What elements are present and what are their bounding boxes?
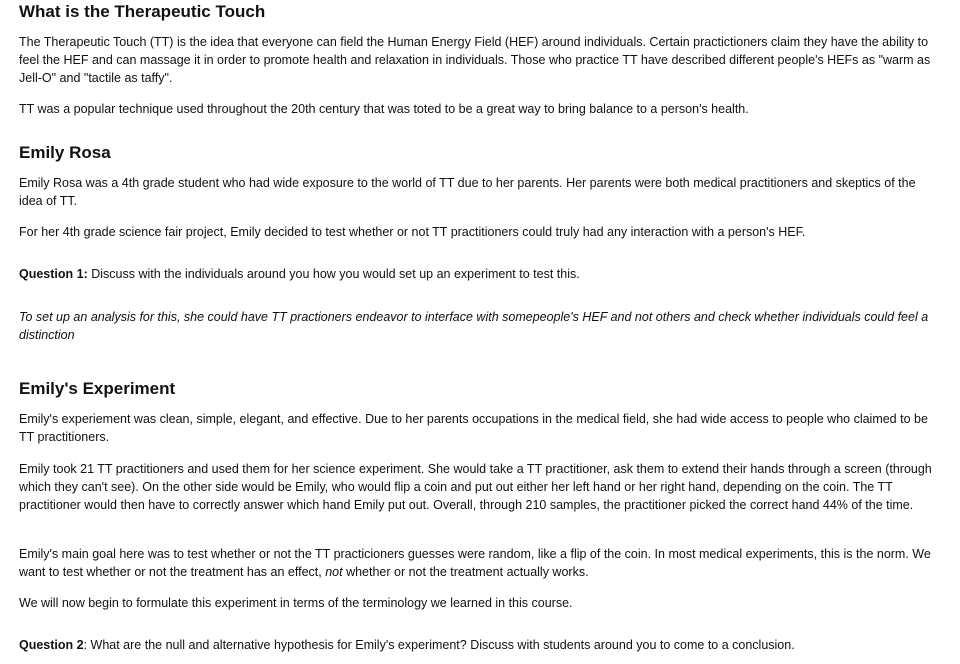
heading-emilys-experiment: Emily's Experiment — [19, 379, 176, 398]
paragraph-terminology: We will now begin to formulate this experiment in terms of the terminology we learned in this course. — [19, 596, 573, 610]
goal-text-b: whether or not the treatment actually works. — [342, 565, 589, 579]
heading-emily-rosa: Emily Rosa — [19, 143, 111, 162]
goal-text-emphasis: not — [325, 565, 343, 579]
paragraph-emily-project: For her 4th grade science fair project, Emily decided to test whether or not TT practitioners could truly had any interaction with a person's HEF. — [19, 225, 806, 239]
paragraph-experiment-intro: Emily's experiement was clean, simple, elegant, and effective. Due to her parents occupations in the medical field, she had wide access to people who claimed to be TT practitioners. — [19, 412, 928, 444]
question-2-label: Question 2 — [19, 638, 84, 652]
question-2-text: : What are the null and alternative hypothesis for Emily's experiment? Discuss with students around you to come to a conclusion. — [83, 638, 795, 652]
paragraph-tt-history: TT was a popular technique used throughout the 20th century that was toted to be a great way to bring balance to a person's health. — [19, 102, 749, 116]
answer-1 — [19, 308, 941, 344]
paragraph-experiment-goal — [19, 545, 941, 581]
paragraph-tt-definition: The Therapeutic Touch (TT) is the idea that everyone can field the Human Energy Field (HEF) around individuals. Certain practictioners claim they have the ability to feel the HEF and can massage it in order to promote health and relaxation in individuals. Those who practice TT have described different people's HEFs as "warm as Jell-O" and "tactile as taffy". — [19, 35, 931, 85]
paragraph-experiment-method: Emily took 21 TT practitioners and used them for her science experiment. She would take a TT practitioner, ask them to extend their hands through a screen (through which they can't see). On the other side would be Emily, who would flip a coin and put out either her left hand or her right hand, depending on the coin. The TT practitioner would then have to correctly answer which hand Emily put out. Overall, through 210 samples, the practitioner picked the correct hand 44% of the time. — [19, 462, 932, 512]
question-1-label: Question 1: — [19, 267, 88, 281]
heading-therapeutic-touch: What is the Therapeutic Touch — [19, 2, 266, 21]
goal-text-a: Emily's main goal here was to test whether or not the TT practicioners guesses were random, like a flip of the coin. In most medical experiments, this is the norm. We want to test whether or not the treatment has an effect, — [19, 547, 931, 579]
question-1 — [19, 265, 941, 283]
paragraph-emily-background: Emily Rosa was a 4th grade student who had wide exposure to the world of TT due to her parents. Her parents were both medical practitioners and skeptics of the idea of TT. — [19, 176, 916, 208]
answer-1-text: To set up an analysis for this, she could have TT practioners endeavor to interface with somepeople's HEF and not others and check whether individuals could feel a distinction — [19, 310, 929, 342]
question-2 — [19, 636, 941, 654]
question-1-text: Discuss with the individuals around you how you would set up an experiment to test this. — [87, 267, 580, 281]
